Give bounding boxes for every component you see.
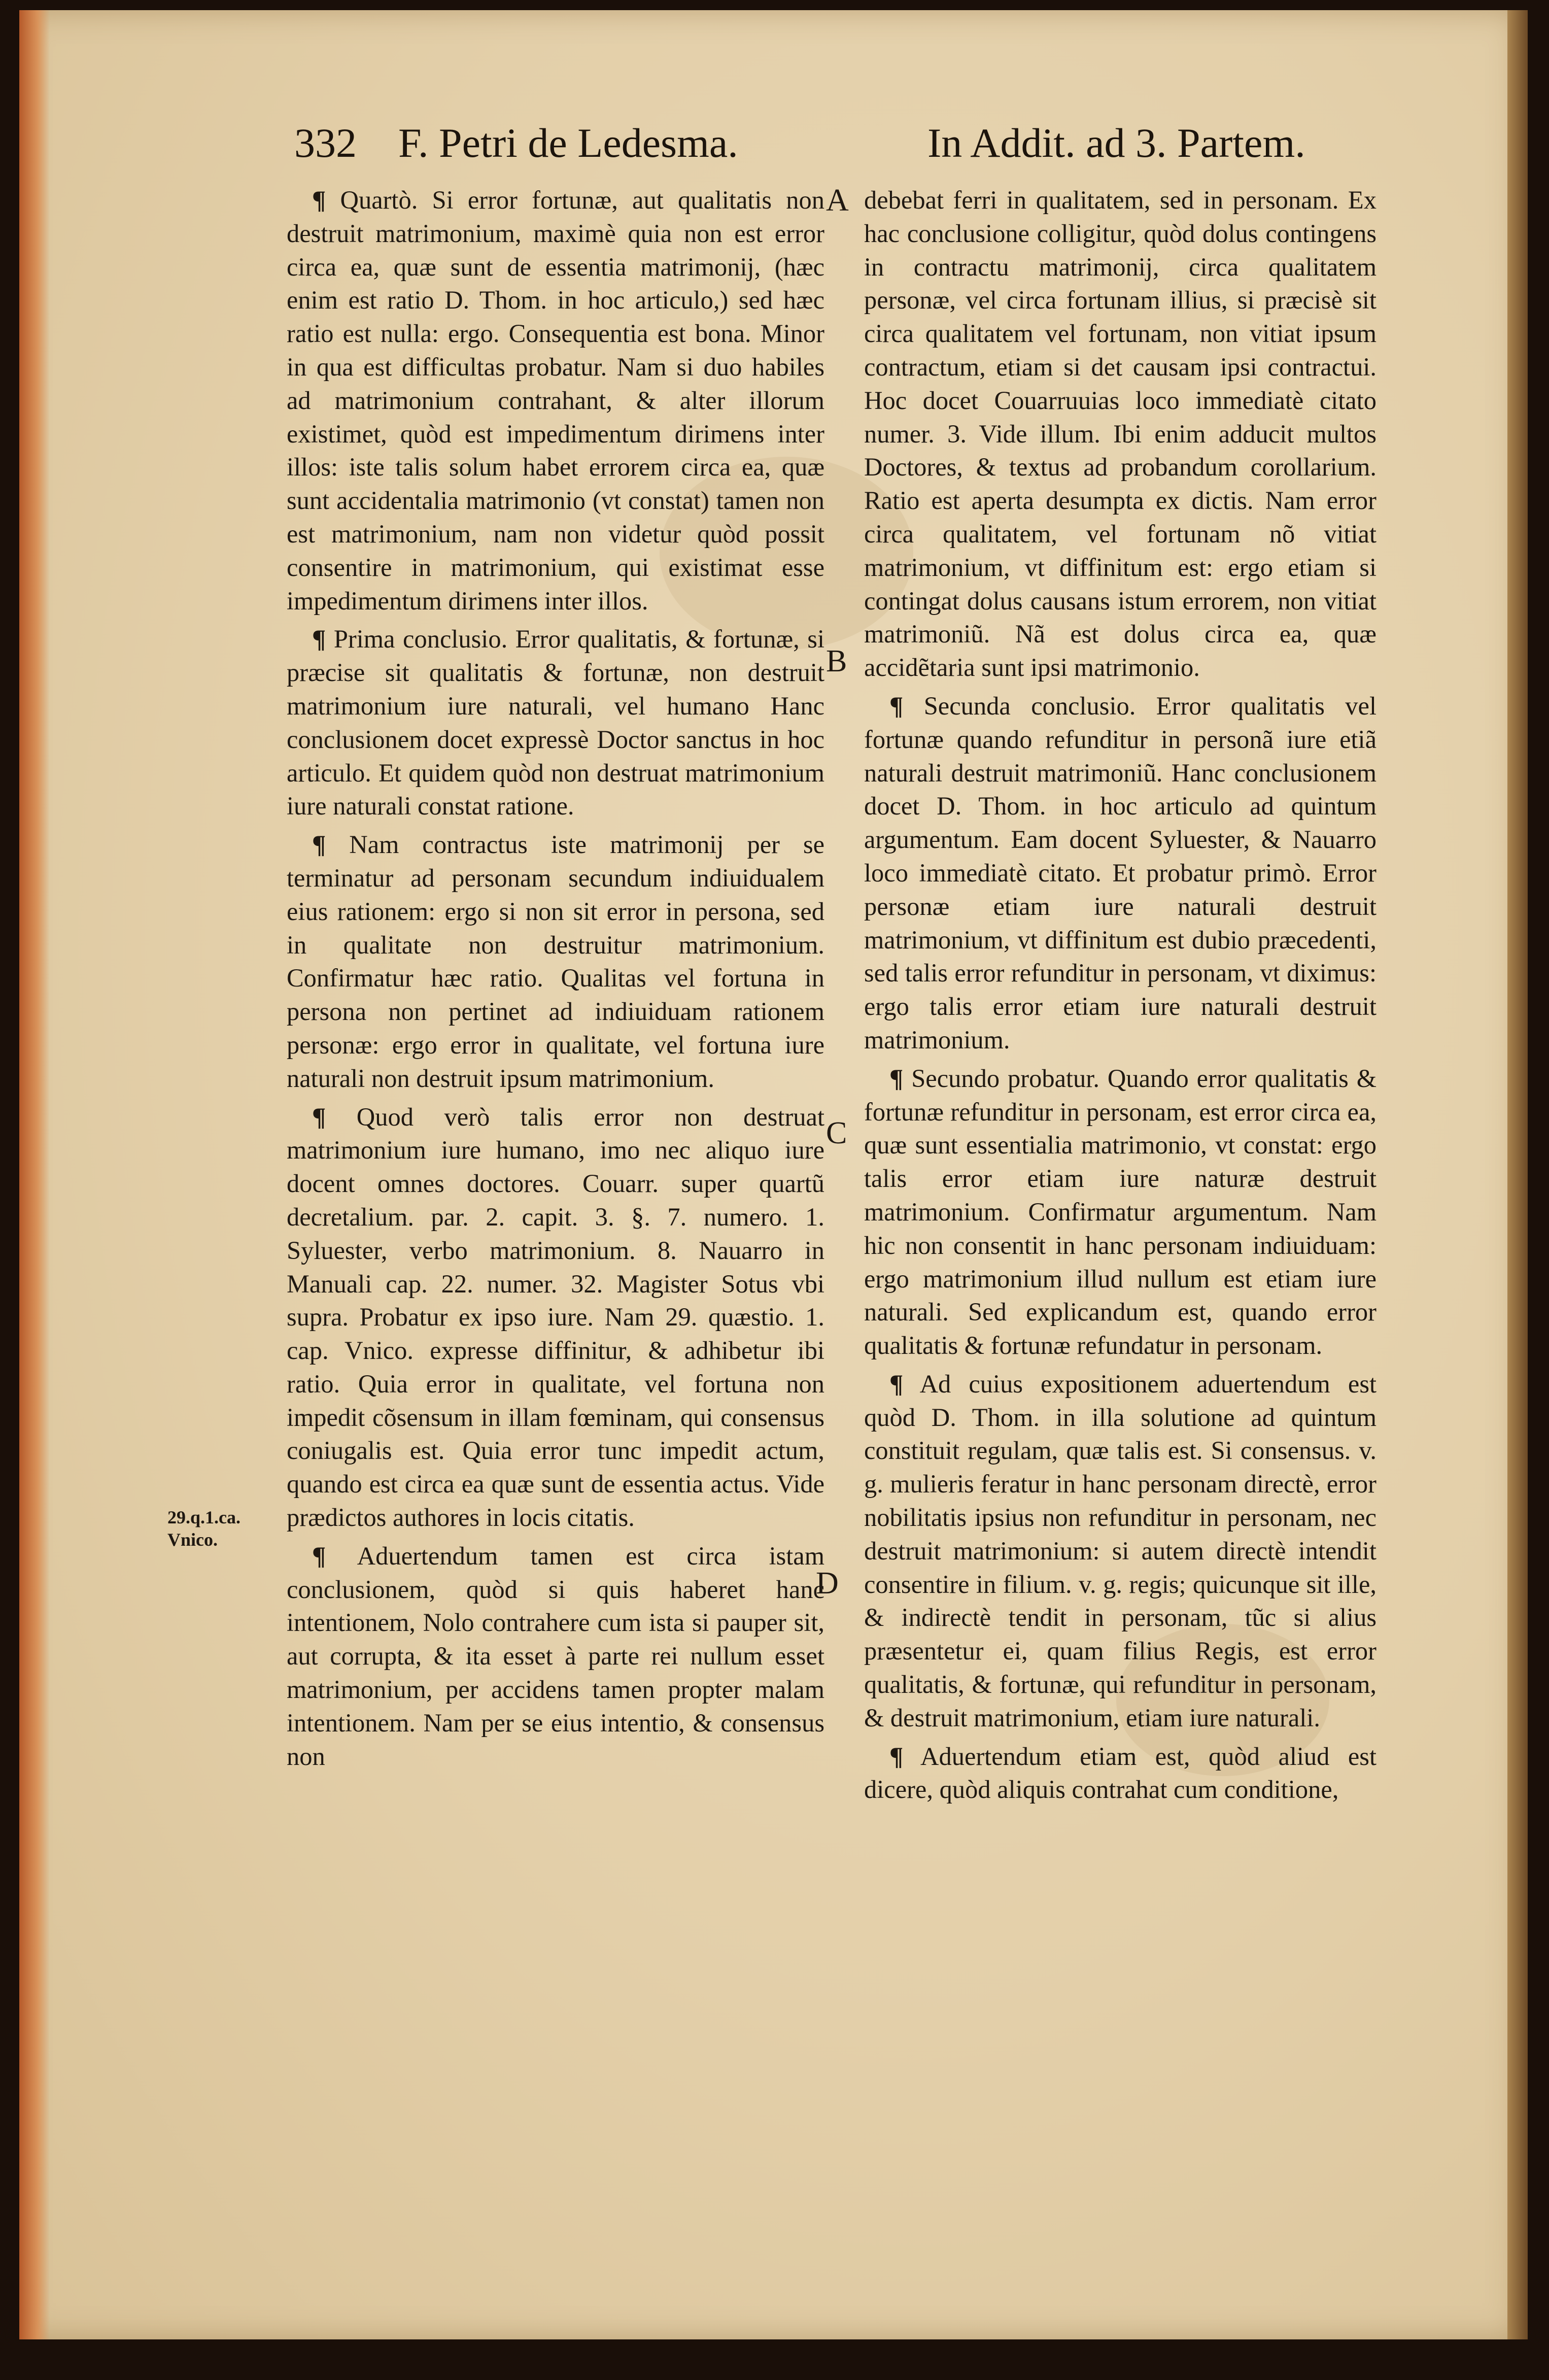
- paragraph: [864, 184, 1376, 685]
- paragraph-text: Aduertendum tamen est circa istam conclusionem, quòd si quis haberet hanc intentionem, Nolo contrahere cum ista si pauper sit, aut corrupta, & ita esset à parte rei nullum esset matrimonium, per accidens tamen propter malam intentionem. Nam per se eius intentio, & consensus non: [287, 1541, 824, 1771]
- paragraph-text: Prima conclusio. Error qualitatis, & fortunæ, si præcise sit qualitatis & fortunæ, non destruit matrimonium iure naturali, vel humano Hanc conclusionem docet expressè Doctor sanctus in hoc articulo. Et quidem quòd non destruat matrimonium iure naturali constat ratione.: [287, 625, 824, 821]
- left-column: [287, 184, 824, 1778]
- page-number: 332: [294, 120, 357, 166]
- paragraph-text: Aduertendum etiam est, quòd aliud est dicere, quòd aliquis contrahat cum conditione,: [864, 1742, 1376, 1804]
- paragraph: [864, 690, 1376, 1057]
- paragraph: [287, 1101, 824, 1535]
- pilcrow-mark: ¶: [889, 1742, 904, 1771]
- paragraph-text: Secundo probatur. Quando error qualitatis & fortunæ refunditur in personam, est error circa ea, quæ sunt essentialia matrimonio, vt constat: ergo talis error etiam iure naturæ destruit matrimonium. Confirmatur argumentum. Nam hic non consentit in hanc personam indiuiduam: ergo matrimonium illud nullum est etiam iure naturali. Sed explicandum est, quando error qualitatis & fortunæ refundatur in personam.: [864, 1064, 1377, 1360]
- margin-letter-c: C: [826, 1116, 847, 1150]
- right-column: [864, 184, 1376, 1812]
- pilcrow-mark: ¶: [312, 1541, 326, 1570]
- paragraph: [287, 828, 824, 1095]
- margin-letter-a: A: [826, 183, 849, 218]
- marginal-note: 29.q.1.ca. Vnico.: [167, 1507, 240, 1550]
- pilcrow-mark: ¶: [889, 1064, 904, 1093]
- paragraph: [287, 184, 824, 618]
- paragraph-text: debebat ferri in qualitatem, sed in personam. Ex hac conclusione colligitur, quòd dolus contingens in contractu matrimonij, circa qualitatem personæ, vel circa fortunam illius, si præcisè sit circa qualitatem vel fortunam, non vitiat ipsum contractum, etiam si det causam ipsi contractui. Hoc docet Couarruuias loco immediatè citato numer. 3. Vide illum. Ibi enim adducit multos Doctores, & textus ad probandum corollarium. Ratio est aperta desumpta ex dictis. Nam error circa qualitatem, vel fortunam nõ vitiat matrimonium, vt diffinitum est: ergo etiam si contingat dolus causans istum errorem, non vitiat matrimoniũ. Nã est dolus circa ea, quæ accidẽtaria sunt ipsi matrimonio.: [864, 186, 1376, 682]
- paragraph: [287, 1540, 824, 1774]
- header-right-title: In Addit. ad 3. Partem.: [927, 120, 1305, 166]
- header-left-title: F. Petri de Ledesma.: [398, 120, 738, 166]
- paragraph: [864, 1740, 1376, 1807]
- pilcrow-mark: ¶: [312, 186, 326, 214]
- margin-letter-d: D: [816, 1566, 839, 1601]
- paragraph: [287, 623, 824, 823]
- paragraph-text: Ad cuius expositionem aduertendum est quòd D. Thom. in illa solutione ad quintum constituit regulam, quæ talis est. Si consensus. v. g. mulieris feratur in hanc personam directè, error nobilitatis ipsius non refunditur in personam, nec destruit matrimonium: si autem directè intendit consentire in filium. v. g. regis; quicunque sit ille, & indirectè tendit in personam, tũc si alius præsentetur ei, quam filius Regis, est error qualitatis, & fortunæ, qui refunditur in personam, & destruit matrimonium, etiam iure naturali.: [864, 1369, 1377, 1732]
- paragraph-text: Quartò. Si error fortunæ, aut qualitatis non destruit matrimonium, maximè quia non est error circa ea, quæ sunt de essentia matrimonij, (hæc enim est ratio D. Thom. in hoc articulo,) sed hæc ratio est nulla: ergo. Consequentia est bona. Minor in qua est difficultas probatur. Nam si duo habiles ad matrimonium contrahant, & alter illorum existimet, quòd est impedimentum dirimens inter illos: iste talis solum habet errorem circa ea, quæ sunt accidentalia matrimonio (vt constat) tamen non est matrimonium, nam non videtur quòd possit consentire in matrimonium, qui existimat esse impedimentum dirimens inter illos.: [287, 186, 825, 615]
- paragraph-text: Secunda conclusio. Error qualitatis vel fortunæ quando refunditur in personã iure etiã naturali destruit matrimoniũ. Hanc conclusionem docet D. Thom. in hoc articulo ad quintum argumentum. Eam docent Syluester, & Nauarro loco immediatè citato. Et probatur primò. Error personæ etiam iure naturali destruit matrimonium, vt diffinitum est dubio præcedenti, sed talis error refunditur in personam, vt diximus: ergo talis error etiam iure naturali destruit matrimonium.: [864, 691, 1377, 1054]
- margin-letter-b: B: [826, 644, 847, 678]
- page-edge-right: [1507, 10, 1528, 2339]
- pilcrow-mark: ¶: [312, 830, 326, 859]
- pilcrow-mark: ¶: [889, 691, 904, 720]
- pilcrow-mark: ¶: [312, 1102, 326, 1131]
- paragraph: [864, 1368, 1376, 1735]
- pilcrow-mark: ¶: [312, 625, 326, 654]
- page-edge-left: [19, 10, 50, 2339]
- paragraph: [864, 1062, 1376, 1363]
- running-header: [294, 119, 1305, 175]
- paragraph-text: Quod verò talis error non destruat matrimonium iure humano, imo nec aliquo iure docent omnes doctores. Couarr. super quartũ decretalium. par. 2. capit. 3. §. 7. numero. 1. Syluester, verbo matrimonium. 8. Nauarro in Manuali cap. 22. numer. 32. Magister Sotus vbi supra. Probatur ex ipso iure. Nam 29. quæstio. 1. cap. Vnico. expresse diffinitur, & adhibetur ibi ratio. Quia error in qualitate, vel fortuna non impedit cõsensum in illam fœminam, qui consensus coniugalis est. Quia error tunc impedit actum, quando est circa ea quæ sunt de essentia actus. Vide prædictos authores in locis citatis.: [287, 1102, 824, 1532]
- pilcrow-mark: ¶: [889, 1369, 904, 1398]
- paragraph-text: Nam contractus iste matrimonij per se terminatur ad personam secundum indiuidualem eius rationem: ergo si non sit error in persona, sed in qualitate non destruitur matrimonium. Confirmatur hæc ratio. Qualitas vel fortuna in persona non pertinet ad indiuiduam rationem personæ: ergo error in qualitate, vel fortuna iure naturali non destruit ipsum matrimonium.: [287, 830, 825, 1093]
